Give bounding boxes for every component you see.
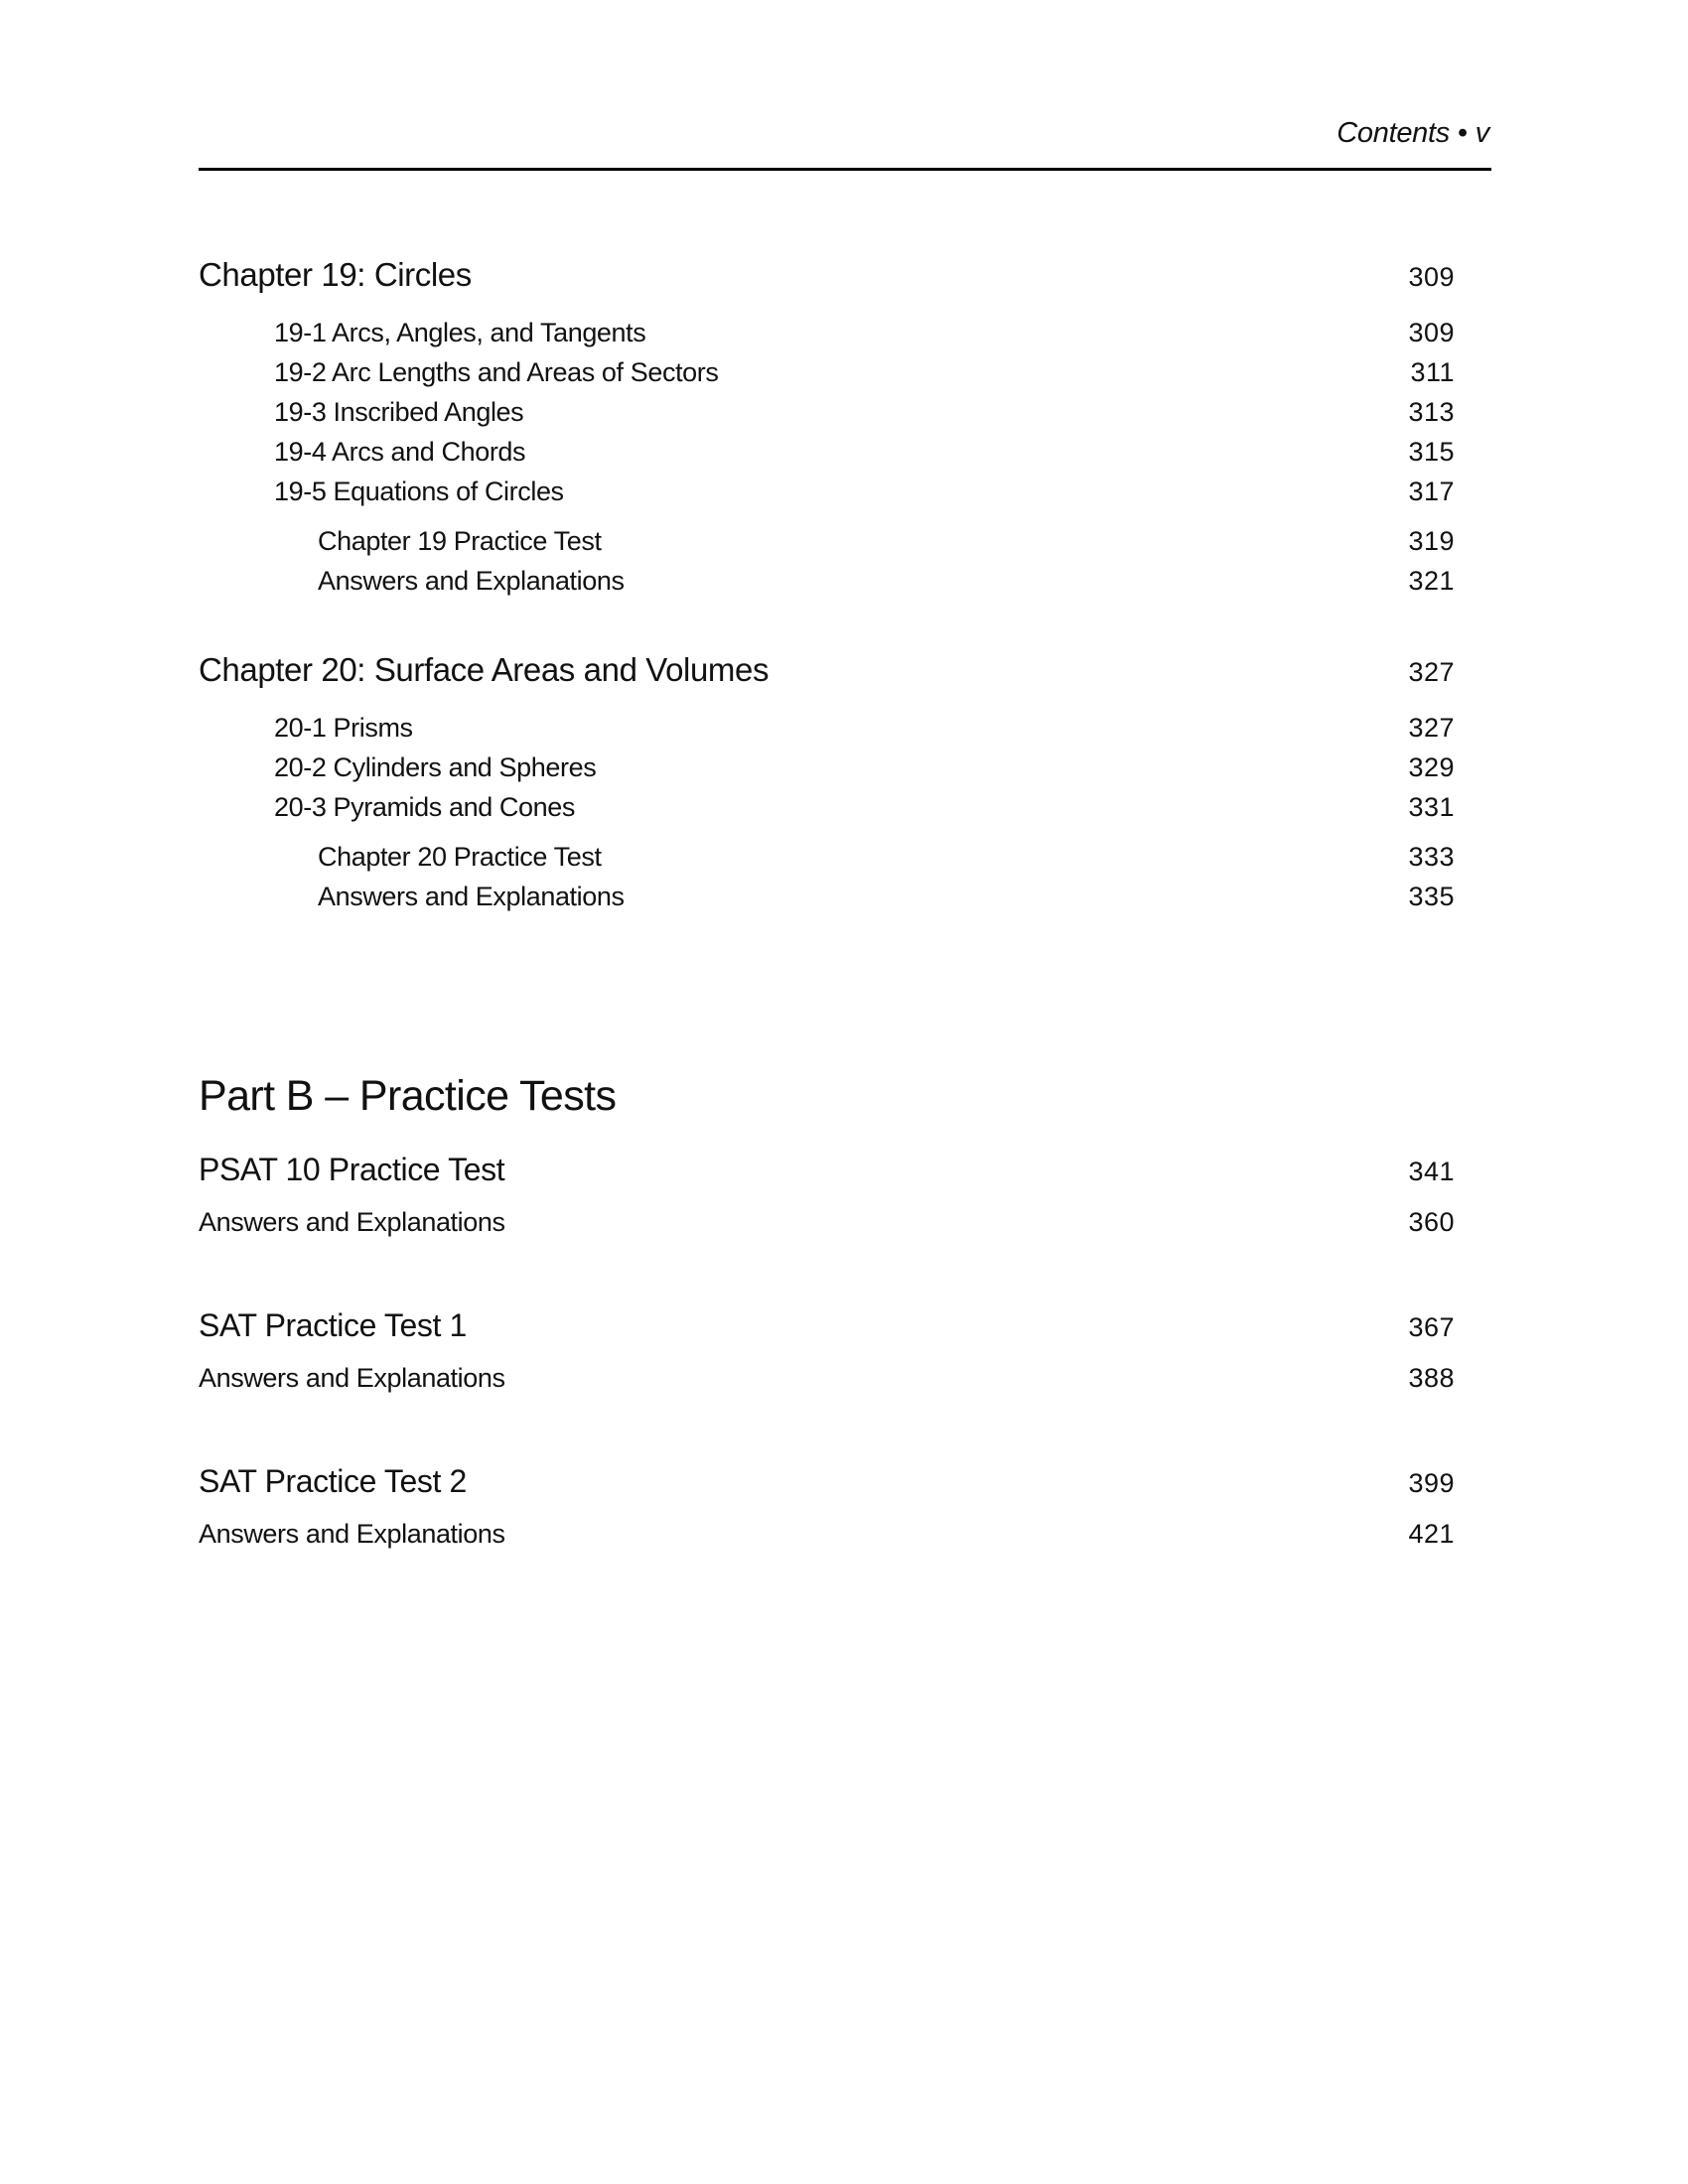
toc-section[interactable]	[199, 752, 1455, 783]
test-title: SAT Practice Test 1	[199, 1307, 467, 1343]
section-title: 20-2 Cylinders and Spheres	[274, 752, 597, 782]
section-title: 20-1 Prisms	[274, 713, 413, 743]
bullet-separator-icon: •	[1457, 117, 1468, 149]
page-number: 313	[1408, 397, 1455, 427]
page-number: 317	[1408, 477, 1455, 506]
section-title: 20-3 Pyramids and Cones	[274, 792, 575, 822]
page-number: 421	[1408, 1519, 1455, 1549]
page-number: 309	[1408, 318, 1455, 347]
page-number: 321	[1408, 566, 1455, 596]
toc-section[interactable]	[199, 318, 1455, 348]
page-number: 333	[1408, 842, 1455, 872]
part-b-heading: Part B – Practice Tests	[199, 1072, 617, 1120]
toc-section[interactable]	[199, 437, 1455, 468]
answers-title: Answers and Explanations	[199, 1363, 505, 1393]
toc-practice-test[interactable]	[199, 842, 1455, 873]
toc-section[interactable]	[199, 713, 1455, 744]
page-number: 311	[1410, 357, 1455, 387]
toc-practice-test[interactable]	[199, 526, 1455, 557]
chapter-title: Chapter 20: Surface Areas and Volumes	[199, 651, 770, 688]
page-number: 309	[1408, 262, 1455, 292]
toc-section[interactable]	[199, 357, 1455, 388]
section-title: 19-1 Arcs, Angles, and Tangents	[274, 318, 646, 347]
answers-title: Answers and Explanations	[199, 1207, 505, 1237]
page-number: 388	[1408, 1363, 1455, 1393]
test-title: SAT Practice Test 2	[199, 1463, 467, 1499]
page-number: 360	[1408, 1207, 1455, 1237]
test-title: PSAT 10 Practice Test	[199, 1152, 505, 1187]
page-number: 315	[1408, 437, 1455, 467]
toc-test-sat2[interactable]	[199, 1463, 1455, 1500]
running-head-title: Contents	[1336, 117, 1450, 149]
page-number: 327	[1408, 713, 1455, 743]
running-head	[1336, 117, 1489, 150]
toc-chapter-19[interactable]	[199, 256, 1455, 294]
practice-test-title: Chapter 19 Practice Test	[318, 526, 602, 556]
page-number: 329	[1408, 752, 1455, 782]
answers-title: Answers and Explanations	[318, 566, 625, 596]
toc-section[interactable]	[199, 397, 1455, 428]
toc-chapter-20[interactable]	[199, 651, 1455, 689]
page-number: 335	[1408, 882, 1455, 911]
toc-answers[interactable]	[199, 1363, 1455, 1394]
answers-title: Answers and Explanations	[199, 1519, 505, 1549]
toc-section[interactable]	[199, 477, 1455, 507]
running-head-page-number: v	[1475, 117, 1489, 149]
page-number: 319	[1408, 526, 1455, 556]
toc-section[interactable]	[199, 792, 1455, 823]
practice-test-title: Chapter 20 Practice Test	[318, 842, 602, 872]
page-number: 331	[1408, 792, 1455, 822]
page-number: 327	[1408, 657, 1455, 687]
toc-answers[interactable]	[199, 882, 1455, 912]
answers-title: Answers and Explanations	[318, 882, 625, 911]
page-number: 341	[1408, 1157, 1455, 1186]
section-title: 19-4 Arcs and Chords	[274, 437, 526, 467]
section-title: 19-3 Inscribed Angles	[274, 397, 524, 427]
toc-test-psat10[interactable]	[199, 1152, 1455, 1188]
section-title: 19-2 Arc Lengths and Areas of Sectors	[274, 357, 719, 387]
page-number: 399	[1408, 1468, 1455, 1498]
chapter-title: Chapter 19: Circles	[199, 256, 472, 293]
page-number: 367	[1408, 1312, 1455, 1342]
toc-answers[interactable]	[199, 566, 1455, 597]
header-rule	[199, 168, 1491, 171]
section-title: 19-5 Equations of Circles	[274, 477, 564, 506]
toc-answers[interactable]	[199, 1207, 1455, 1238]
toc-test-sat1[interactable]	[199, 1307, 1455, 1344]
toc-answers[interactable]	[199, 1519, 1455, 1550]
